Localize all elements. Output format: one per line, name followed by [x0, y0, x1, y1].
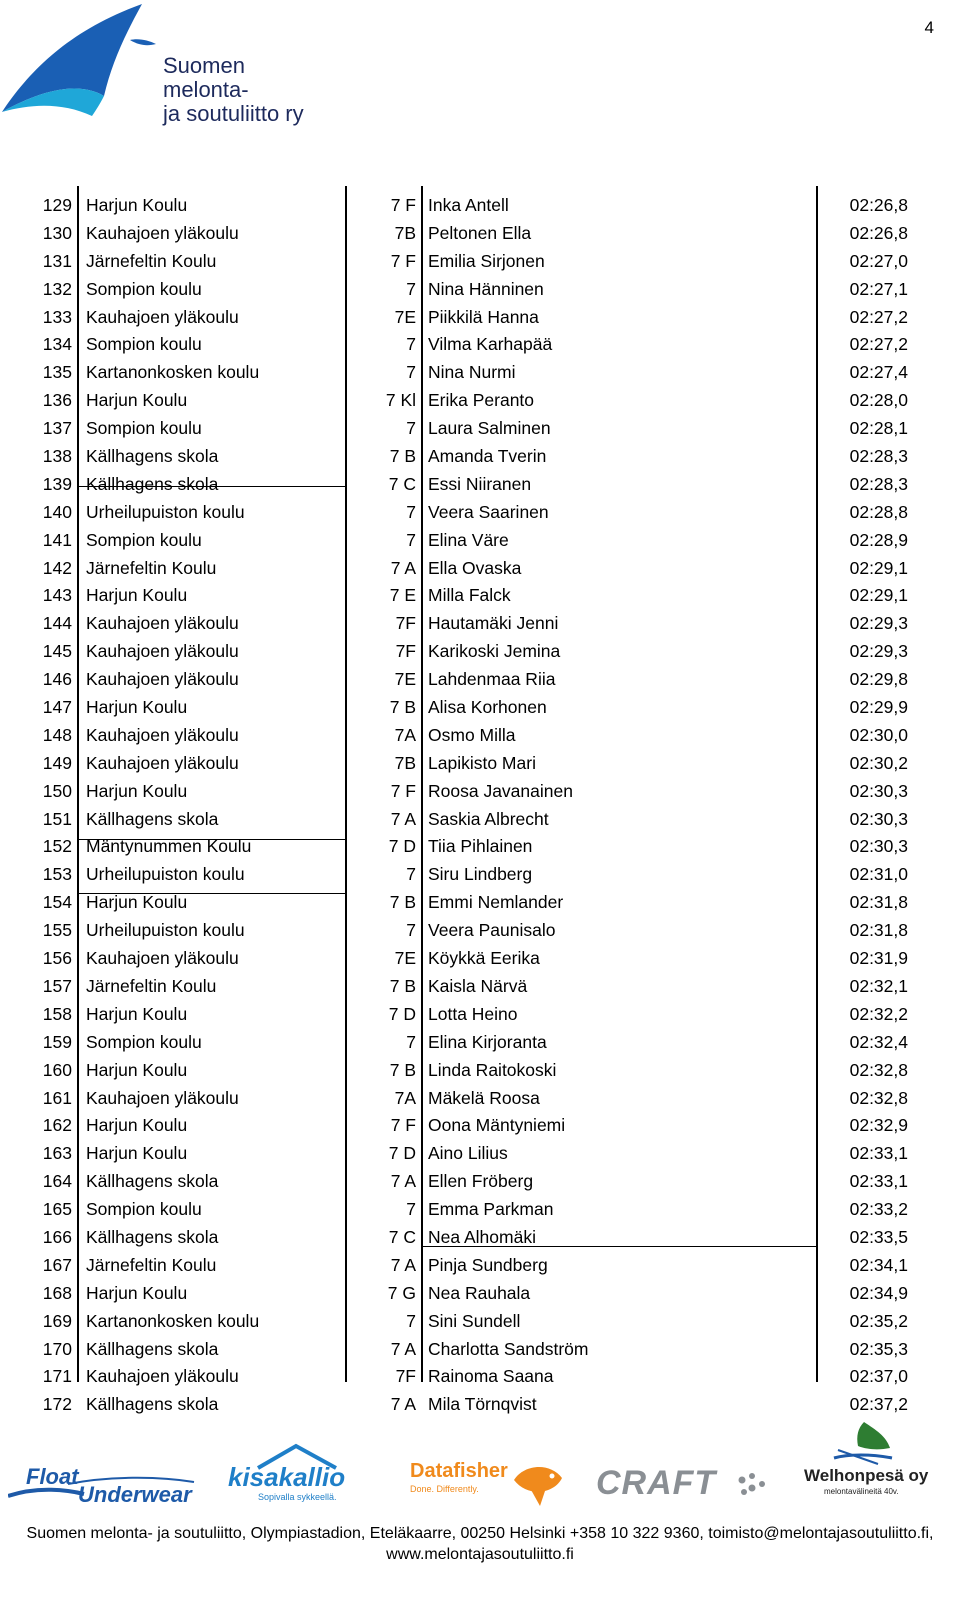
- rank-cell: 136: [42, 390, 72, 411]
- class-cell: 7: [406, 864, 416, 885]
- rank-cell: 146: [42, 669, 72, 690]
- time-cell: 02:27,1: [849, 278, 908, 299]
- rank-cell: 130: [42, 222, 72, 243]
- school-cell: Harjun Koulu: [86, 1003, 188, 1024]
- school-cell: Kauhajoen yläkoulu: [86, 1366, 239, 1387]
- class-cell: 7: [406, 1031, 416, 1052]
- craft-logo: [596, 1464, 776, 1508]
- school-cell: Urheilupuiston koulu: [86, 501, 245, 522]
- table-row: [36, 945, 936, 973]
- rank-cell: 148: [42, 724, 72, 745]
- class-cell: 7 A: [390, 1254, 416, 1275]
- welhonpesa-wordmark: Welhonpesä oy: [804, 1466, 929, 1485]
- rank-cell: 160: [42, 1059, 72, 1080]
- name-cell: Elina Kirjoranta: [428, 1031, 547, 1052]
- school-cell: Kauhajoen yläkoulu: [86, 222, 239, 243]
- name-cell: Milla Falck: [428, 585, 511, 606]
- rank-cell: 144: [42, 613, 72, 634]
- name-cell: Osmo Milla: [428, 724, 516, 745]
- name-cell: Elina Väre: [428, 529, 509, 550]
- class-cell: 7: [406, 1199, 416, 1220]
- class-cell: 7B: [394, 222, 416, 243]
- name-cell: Lahdenmaa Riia: [428, 669, 556, 690]
- time-cell: 02:29,3: [849, 613, 908, 634]
- table-row: [36, 387, 936, 415]
- results-table: [36, 192, 936, 1419]
- time-cell: 02:29,1: [849, 585, 908, 606]
- school-cell: Källhagens skola: [86, 473, 219, 494]
- welhonpesa-tagline: melontavälineitä 40v.: [824, 1487, 899, 1496]
- dots-icon: [734, 1466, 774, 1506]
- class-cell: 7 A: [390, 1394, 416, 1415]
- table-row: [36, 443, 936, 471]
- class-cell: 7 A: [390, 1171, 416, 1192]
- name-cell: Emmi Nemlander: [428, 892, 564, 913]
- class-cell: 7 D: [388, 1003, 416, 1024]
- name-cell: Linda Raitokoski: [428, 1059, 557, 1080]
- rank-cell: 137: [42, 418, 72, 439]
- datafisher-logo: [410, 1460, 570, 1510]
- class-cell: 7 F: [390, 195, 416, 215]
- school-cell: Urheilupuiston koulu: [86, 920, 245, 941]
- class-cell: 7: [406, 1310, 416, 1331]
- name-cell: Kaisla Närvä: [428, 975, 528, 996]
- name-cell: Oona Mäntyniemi: [428, 1115, 566, 1136]
- class-cell: 7 A: [390, 808, 416, 829]
- table-row: [36, 973, 936, 1001]
- time-cell: 02:28,0: [849, 390, 908, 411]
- school-cell: Kauhajoen yläkoulu: [86, 641, 239, 662]
- rank-cell: 158: [42, 1003, 72, 1024]
- table-row: [36, 1140, 936, 1168]
- table-row: [36, 192, 936, 220]
- class-cell: 7 D: [388, 1143, 416, 1164]
- table-row: [36, 1252, 936, 1280]
- rank-cell: 140: [42, 501, 72, 522]
- rank-cell: 151: [42, 808, 72, 829]
- name-cell: Tiia Pihlainen: [428, 836, 533, 857]
- wave-swoosh-icon: [8, 1464, 198, 1514]
- time-cell: 02:29,8: [849, 669, 908, 690]
- school-cell: Harjun Koulu: [86, 390, 188, 411]
- rank-cell: 154: [42, 892, 72, 913]
- table-row: [36, 1363, 936, 1391]
- rank-cell: 143: [42, 585, 72, 606]
- table-row: [36, 694, 936, 722]
- table-row: [36, 1001, 936, 1029]
- table-row: [36, 1085, 936, 1113]
- time-cell: 02:33,1: [849, 1171, 908, 1192]
- rank-cell: 171: [42, 1366, 72, 1387]
- school-cell: Harjun Koulu: [86, 892, 188, 913]
- time-cell: 02:35,2: [849, 1310, 908, 1331]
- name-cell: Roosa Javanainen: [428, 780, 573, 801]
- rank-cell: 132: [42, 278, 72, 299]
- school-cell: Järnefeltin Koulu: [86, 1254, 217, 1275]
- rank-cell: 141: [42, 529, 72, 550]
- class-cell: 7: [406, 278, 416, 299]
- time-cell: 02:26,8: [849, 222, 908, 243]
- school-cell: Källhagens skola: [86, 1171, 219, 1192]
- class-cell: 7E: [394, 948, 416, 969]
- rank-cell: 155: [42, 920, 72, 941]
- rank-cell: 133: [42, 306, 72, 327]
- school-cell: Kauhajoen yläkoulu: [86, 752, 239, 773]
- class-cell: 7: [406, 334, 416, 355]
- rank-cell: 153: [42, 864, 72, 885]
- name-cell: Emma Parkman: [428, 1199, 554, 1220]
- rank-cell: 161: [42, 1087, 72, 1108]
- table-row: [36, 917, 936, 945]
- table-row: [36, 415, 936, 443]
- rank-cell: 142: [42, 557, 72, 578]
- kisakallio-wordmark: kisakallio: [228, 1462, 346, 1492]
- class-cell: 7F: [395, 613, 416, 634]
- school-cell: Sompion koulu: [86, 529, 202, 550]
- class-cell: 7 B: [389, 697, 416, 718]
- name-cell: Rainoma Saana: [428, 1366, 554, 1387]
- school-cell: Harjun Koulu: [86, 1115, 188, 1136]
- name-cell: Veera Saarinen: [428, 501, 549, 522]
- time-cell: 02:31,8: [849, 892, 908, 913]
- rank-cell: 150: [42, 780, 72, 801]
- leaf-kayak-icon: [828, 1420, 898, 1468]
- school-cell: Källhagens skola: [86, 446, 219, 467]
- page-number: 4: [924, 18, 934, 37]
- class-cell: 7 C: [388, 1226, 416, 1247]
- school-cell: Kauhajoen yläkoulu: [86, 306, 239, 327]
- class-cell: 7A: [394, 1087, 416, 1108]
- rank-cell: 145: [42, 641, 72, 662]
- class-cell: 7A: [394, 724, 416, 745]
- school-cell: Harjun Koulu: [86, 1282, 188, 1303]
- table-row: [36, 1308, 936, 1336]
- time-cell: 02:29,3: [849, 641, 908, 662]
- table-row: [36, 666, 936, 694]
- class-cell: 7 F: [390, 780, 416, 801]
- name-cell: Charlotta Sandström: [428, 1338, 589, 1359]
- school-cell: Kartanonkosken koulu: [86, 1310, 260, 1331]
- time-cell: 02:33,5: [849, 1226, 908, 1247]
- table-row: [36, 499, 936, 527]
- time-cell: 02:27,4: [849, 362, 908, 383]
- class-cell: 7 B: [389, 446, 416, 467]
- school-cell: Harjun Koulu: [86, 780, 188, 801]
- table-row: [36, 248, 936, 276]
- time-cell: 02:28,1: [849, 418, 908, 439]
- name-cell: Köykkä Eerika: [428, 948, 540, 969]
- school-cell: Harjun Koulu: [86, 195, 188, 215]
- datafisher-wordmark: Datafisher: [410, 1460, 508, 1482]
- logo-line-2: melonta-: [163, 77, 249, 102]
- table-row: [36, 220, 936, 248]
- table-row: [36, 889, 936, 917]
- name-cell: Piikkilä Hanna: [428, 306, 539, 327]
- table-row: [36, 1336, 936, 1364]
- name-cell: Erika Peranto: [428, 390, 535, 411]
- kayak-wave-icon: [0, 0, 160, 130]
- table-row: [36, 276, 936, 304]
- name-cell: Ellen Fröberg: [428, 1171, 534, 1192]
- table-row: [36, 806, 936, 834]
- time-cell: 02:37,2: [849, 1394, 908, 1415]
- table-row: [36, 1196, 936, 1224]
- school-cell: Järnefeltin Koulu: [86, 557, 217, 578]
- class-cell: 7 C: [388, 473, 416, 494]
- time-cell: 02:32,2: [849, 1003, 908, 1024]
- name-cell: Lapikisto Mari: [428, 752, 536, 773]
- school-cell: Järnefeltin Koulu: [86, 250, 217, 271]
- class-cell: 7 D: [388, 836, 416, 857]
- school-cell: Järnefeltin Koulu: [86, 975, 217, 996]
- time-cell: 02:28,3: [849, 473, 908, 494]
- name-cell: Nea Rauhala: [428, 1282, 531, 1303]
- rank-cell: 131: [42, 250, 72, 271]
- table-row: [36, 610, 936, 638]
- class-cell: 7 Kl: [385, 390, 416, 411]
- name-cell: Emilia Sirjonen: [428, 250, 545, 271]
- rank-cell: 134: [42, 334, 72, 355]
- school-cell: Källhagens skola: [86, 1338, 219, 1359]
- school-cell: Harjun Koulu: [86, 1143, 188, 1164]
- rank-cell: 165: [42, 1199, 72, 1220]
- name-cell: Nina Nurmi: [428, 362, 516, 383]
- school-cell: Sompion koulu: [86, 1199, 202, 1220]
- float-logo-line2: Underwear: [78, 1482, 192, 1507]
- class-cell: 7 B: [389, 1059, 416, 1080]
- table-row: [36, 304, 936, 332]
- rank-cell: 152: [42, 836, 72, 857]
- name-cell: Mila Törnqvist: [428, 1394, 537, 1415]
- time-cell: 02:28,9: [849, 529, 908, 550]
- rank-cell: 168: [42, 1282, 72, 1303]
- table-row: [36, 1112, 936, 1140]
- class-cell: 7 E: [389, 585, 416, 606]
- time-cell: 02:29,1: [849, 557, 908, 578]
- time-cell: 02:32,8: [849, 1059, 908, 1080]
- rank-cell: 163: [42, 1143, 72, 1164]
- name-cell: Amanda Tverin: [428, 446, 547, 467]
- school-cell: Harjun Koulu: [86, 585, 188, 606]
- class-cell: 7 A: [390, 1338, 416, 1359]
- footer-address: Suomen melonta- ja soutuliitto, Olympiastadion, Eteläkaarre, 00250 Helsinki +358 10 322 9360, toimisto@melontajasoutuliitto.fi,: [26, 1525, 934, 1542]
- rank-cell: 167: [42, 1254, 72, 1275]
- time-cell: 02:32,8: [849, 1087, 908, 1108]
- rank-cell: 138: [42, 446, 72, 467]
- rank-cell: 169: [42, 1310, 72, 1331]
- school-cell: Kauhajoen yläkoulu: [86, 948, 239, 969]
- rank-cell: 139: [42, 473, 72, 494]
- table-row: [36, 1280, 936, 1308]
- name-cell: Vilma Karhapää: [428, 334, 553, 355]
- school-cell: Källhagens skola: [86, 1226, 219, 1247]
- time-cell: 02:33,1: [849, 1143, 908, 1164]
- name-cell: Sini Sundell: [428, 1310, 521, 1331]
- page-footer: [0, 1523, 960, 1565]
- name-cell: Hautamäki Jenni: [428, 613, 559, 634]
- school-cell: Kartanonkosken koulu: [86, 362, 260, 383]
- table-row: [36, 778, 936, 806]
- class-cell: 7 G: [387, 1282, 416, 1303]
- name-cell: Lotta Heino: [428, 1003, 518, 1024]
- name-cell: Nea Alhomäki: [428, 1226, 536, 1247]
- time-cell: 02:37,0: [849, 1366, 908, 1387]
- class-cell: 7E: [394, 306, 416, 327]
- time-cell: 02:30,0: [849, 724, 908, 745]
- federation-logo: [0, 0, 330, 135]
- school-cell: Kauhajoen yläkoulu: [86, 669, 239, 690]
- name-cell: Essi Niiranen: [428, 473, 532, 494]
- school-cell: Kauhajoen yläkoulu: [86, 613, 239, 634]
- fish-icon: [510, 1458, 570, 1508]
- time-cell: 02:26,8: [849, 195, 908, 215]
- time-cell: 02:31,0: [849, 864, 908, 885]
- time-cell: 02:32,1: [849, 975, 908, 996]
- name-cell: Laura Salminen: [428, 418, 551, 439]
- time-cell: 02:30,2: [849, 752, 908, 773]
- class-cell: 7F: [395, 641, 416, 662]
- table-row: [36, 1057, 936, 1085]
- school-cell: Källhagens skola: [86, 808, 219, 829]
- class-cell: 7 F: [390, 250, 416, 271]
- class-cell: 7: [406, 418, 416, 439]
- float-logo-line1: Float: [26, 1464, 79, 1489]
- welhonpesa-logo: [802, 1420, 952, 1506]
- school-cell: Mäntynummen Koulu: [86, 836, 252, 857]
- class-cell: 7 F: [390, 1115, 416, 1136]
- rank-cell: 164: [42, 1171, 72, 1192]
- school-cell: Sompion koulu: [86, 418, 202, 439]
- school-cell: Sompion koulu: [86, 278, 202, 299]
- table-row: [36, 750, 936, 778]
- name-cell: Aino Lilius: [428, 1143, 508, 1164]
- time-cell: 02:30,3: [849, 808, 908, 829]
- class-cell: 7: [406, 529, 416, 550]
- name-cell: Veera Paunisalo: [428, 920, 556, 941]
- rank-cell: 162: [42, 1115, 72, 1136]
- table-row: [36, 722, 936, 750]
- table-row: [36, 861, 936, 889]
- table-row: [36, 638, 936, 666]
- class-cell: 7: [406, 362, 416, 383]
- rank-cell: 135: [42, 362, 72, 383]
- school-cell: Sompion koulu: [86, 1031, 202, 1052]
- time-cell: 02:31,8: [849, 920, 908, 941]
- time-cell: 02:34,9: [849, 1282, 908, 1303]
- time-cell: 02:33,2: [849, 1199, 908, 1220]
- rank-cell: 172: [42, 1394, 72, 1415]
- kisakallio-tagline: Sopivalla sykkeellä.: [258, 1492, 337, 1502]
- name-cell: Saskia Albrecht: [428, 808, 549, 829]
- rank-cell: 170: [42, 1338, 72, 1359]
- rank-cell: 147: [42, 697, 72, 718]
- class-cell: 7 B: [389, 892, 416, 913]
- school-cell: Harjun Koulu: [86, 697, 188, 718]
- time-cell: 02:27,2: [849, 334, 908, 355]
- rank-cell: 149: [42, 752, 72, 773]
- time-cell: 02:32,4: [849, 1031, 908, 1052]
- footer-website[interactable]: www.melontajasoutuliitto.fi: [386, 1546, 574, 1563]
- time-cell: 02:35,3: [849, 1338, 908, 1359]
- time-cell: 02:29,9: [849, 697, 908, 718]
- school-cell: Kauhajoen yläkoulu: [86, 724, 239, 745]
- school-cell: Harjun Koulu: [86, 1059, 188, 1080]
- class-cell: 7 A: [390, 557, 416, 578]
- table-row: [36, 582, 936, 610]
- datafisher-tagline: Done. Differently.: [410, 1484, 479, 1494]
- table-row: [36, 1029, 936, 1057]
- rank-cell: 156: [42, 948, 72, 969]
- time-cell: 02:32,9: [849, 1115, 908, 1136]
- school-cell: Urheilupuiston koulu: [86, 864, 245, 885]
- table-row: [36, 471, 936, 499]
- class-cell: 7: [406, 501, 416, 522]
- table-row: [36, 1224, 936, 1252]
- school-cell: Kauhajoen yläkoulu: [86, 1087, 239, 1108]
- time-cell: 02:27,2: [849, 306, 908, 327]
- name-cell: Inka Antell: [428, 195, 509, 215]
- float-underwear-logo: [8, 1464, 198, 1514]
- class-cell: 7F: [395, 1366, 416, 1387]
- rank-cell: 157: [42, 975, 72, 996]
- school-cell: Sompion koulu: [86, 334, 202, 355]
- class-cell: 7E: [394, 669, 416, 690]
- time-cell: 02:27,0: [849, 250, 908, 271]
- table-row: [36, 1391, 936, 1419]
- name-cell: Siru Lindberg: [428, 864, 533, 885]
- table-row: [36, 359, 936, 387]
- table-row: [36, 833, 936, 861]
- table-row: [36, 527, 936, 555]
- time-cell: 02:28,8: [849, 501, 908, 522]
- rank-cell: 166: [42, 1226, 72, 1247]
- name-cell: Pinja Sundberg: [428, 1254, 548, 1275]
- class-cell: 7 B: [389, 975, 416, 996]
- name-cell: Ella Ovaska: [428, 557, 522, 578]
- rank-cell: 129: [42, 195, 72, 215]
- rank-cell: 159: [42, 1031, 72, 1052]
- sponsor-bar: [0, 1420, 960, 1520]
- name-cell: Nina Hänninen: [428, 278, 544, 299]
- table-row: [36, 1168, 936, 1196]
- class-cell: 7: [406, 920, 416, 941]
- table-row: [36, 331, 936, 359]
- school-cell: Källhagens skola: [86, 1394, 219, 1415]
- kisakallio-logo: [228, 1442, 368, 1506]
- name-cell: Mäkelä Roosa: [428, 1087, 540, 1108]
- time-cell: 02:30,3: [849, 780, 908, 801]
- craft-wordmark: CRAFT: [596, 1464, 717, 1502]
- time-cell: 02:28,3: [849, 446, 908, 467]
- table-row: [36, 555, 936, 583]
- logo-line-1: Suomen: [163, 53, 245, 78]
- time-cell: 02:30,3: [849, 836, 908, 857]
- time-cell: 02:34,1: [849, 1254, 908, 1275]
- class-cell: 7B: [394, 752, 416, 773]
- logo-line-3: ja soutuliitto ry: [163, 101, 304, 126]
- name-cell: Peltonen Ella: [428, 222, 532, 243]
- time-cell: 02:31,9: [849, 948, 908, 969]
- name-cell: Alisa Korhonen: [428, 697, 547, 718]
- name-cell: Karikoski Jemina: [428, 641, 561, 662]
